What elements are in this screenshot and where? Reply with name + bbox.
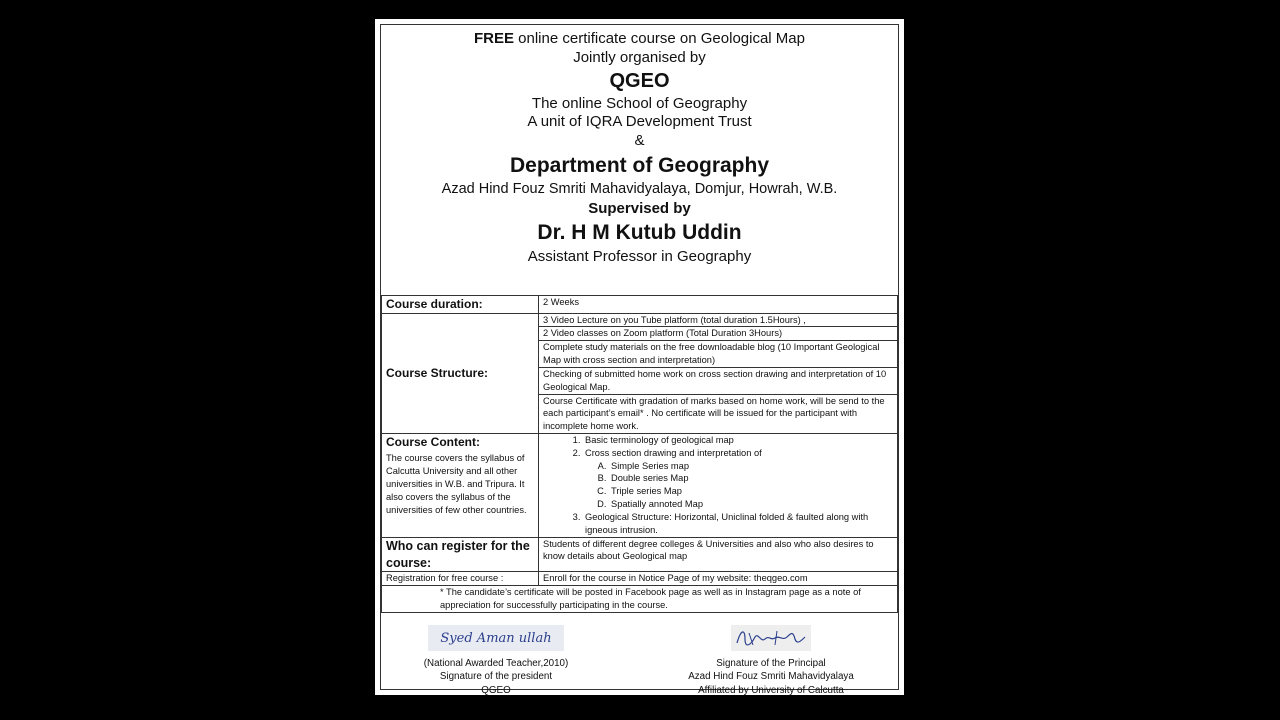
content-label-cell (382, 434, 539, 538)
signature-principal (651, 625, 891, 697)
principal-signature-image (731, 625, 811, 651)
row-duration (382, 296, 898, 314)
list-item (583, 447, 893, 511)
structure-item: 3 Video Lecture on you Tube platform (total duration 1.5Hours) , (539, 313, 898, 327)
content-description: The course covers the syllabus of Calcutta University and all other universities in W.B. and Tripura. It also covers the syllabus of the universities of few other countries. (386, 452, 527, 516)
supervised-by: Supervised by (588, 200, 691, 218)
row-content (382, 434, 898, 538)
content-topics-cell (539, 434, 898, 538)
duration-value: 2 Weeks (539, 296, 898, 314)
free-label: FREE (473, 30, 514, 47)
content-topic-list (543, 434, 893, 537)
topic-text: Cross section drawing and interpretation of (585, 447, 762, 458)
org-qgeo-subtitle: The online School of Geography (531, 94, 748, 112)
list-item: B. Double series Map (609, 472, 893, 485)
structure-label: Course Structure: (386, 366, 489, 380)
row-note (382, 586, 898, 613)
course-info-table (381, 295, 898, 613)
row-structure-1 (382, 313, 898, 327)
course-title-rest: online certificate course on Geological Map (514, 30, 805, 47)
sub-topic-list (585, 460, 893, 511)
notice-sheet (375, 19, 904, 695)
who-value: Students of different degree colleges & Universities and also who also desires to know details about Geological map (539, 537, 898, 572)
list-item: A. Simple Series map (609, 460, 893, 473)
supervisor-name: Dr. H M Kutub Uddin (537, 220, 742, 244)
duration-label-cell (382, 296, 539, 314)
list-item: D. Spatially annoted Map (609, 498, 893, 511)
registration-value: Enroll for the course in Notice Page of my website: theqgeo.com (539, 572, 898, 586)
principal-caption: Signature of the Principal (716, 658, 826, 670)
list-item: 1. Basic terminology of geological map (583, 434, 893, 447)
principal-affiliation: Affiliated by University of Calcutta (698, 684, 844, 696)
course-title (381, 30, 898, 49)
structure-item: Checking of submitted home work on cross section drawing and interpretation of 10 Geological Map. (539, 367, 898, 394)
president-signature-image (428, 625, 564, 651)
supervisor-title: Assistant Professor in Geography (527, 248, 752, 266)
list-item: 3. Geological Structure: Horizontal, Uniclinal folded & faulted along with igneous intrusion. (583, 511, 893, 537)
duration-label: Course duration: (386, 297, 483, 311)
who-label-cell (382, 537, 539, 572)
structure-item: Complete study materials on the free downloadable blog (10 Important Geological Map with cross section and interpretation) (539, 341, 898, 368)
who-label: Who can register for the course: (386, 538, 530, 570)
president-award: (National Awarded Teacher,2010) (423, 658, 569, 670)
ampersand: & (634, 132, 645, 149)
structure-item: Course Certificate with gradation of marks based on home work, will be send to the each participant’s email* . No certificate will be issued for the participant with incomplete home work. (539, 394, 898, 433)
jointly-organised: Jointly organised by (573, 48, 706, 66)
org-department: Department of Geography (509, 153, 770, 177)
row-registration (382, 572, 898, 586)
org-qgeo-unit: A unit of IQRA Development Trust (527, 113, 752, 131)
content-label: Course Content: (386, 435, 480, 449)
president-caption: Signature of the president (439, 671, 553, 683)
notice-header (381, 25, 898, 267)
principal-college: Azad Hind Fouz Smriti Mahavidyalaya (688, 671, 854, 683)
list-item: C. Triple series Map (609, 485, 893, 498)
registration-label-cell (382, 572, 539, 586)
college-name: Azad Hind Fouz Smriti Mahavidyalaya, Domjur, Howrah, W.B. (441, 181, 838, 197)
president-signature-text: Syed Aman ullah (440, 631, 552, 646)
row-who (382, 537, 898, 572)
org-qgeo: QGEO (609, 69, 670, 92)
notice-frame (380, 24, 899, 696)
signature-president (401, 625, 591, 697)
structure-item: 2 Video classes on Zoom platform (Total Duration 3Hours) (539, 327, 898, 341)
certificate-note: * The candidate’s certificate will be posted in Facebook page as well as in Instagram page as a note of appreciation for successfully participating in the course. (382, 586, 898, 613)
president-org: QGEO (481, 684, 511, 696)
registration-label: Registration for free course : (386, 573, 504, 584)
structure-label-cell (382, 313, 539, 433)
